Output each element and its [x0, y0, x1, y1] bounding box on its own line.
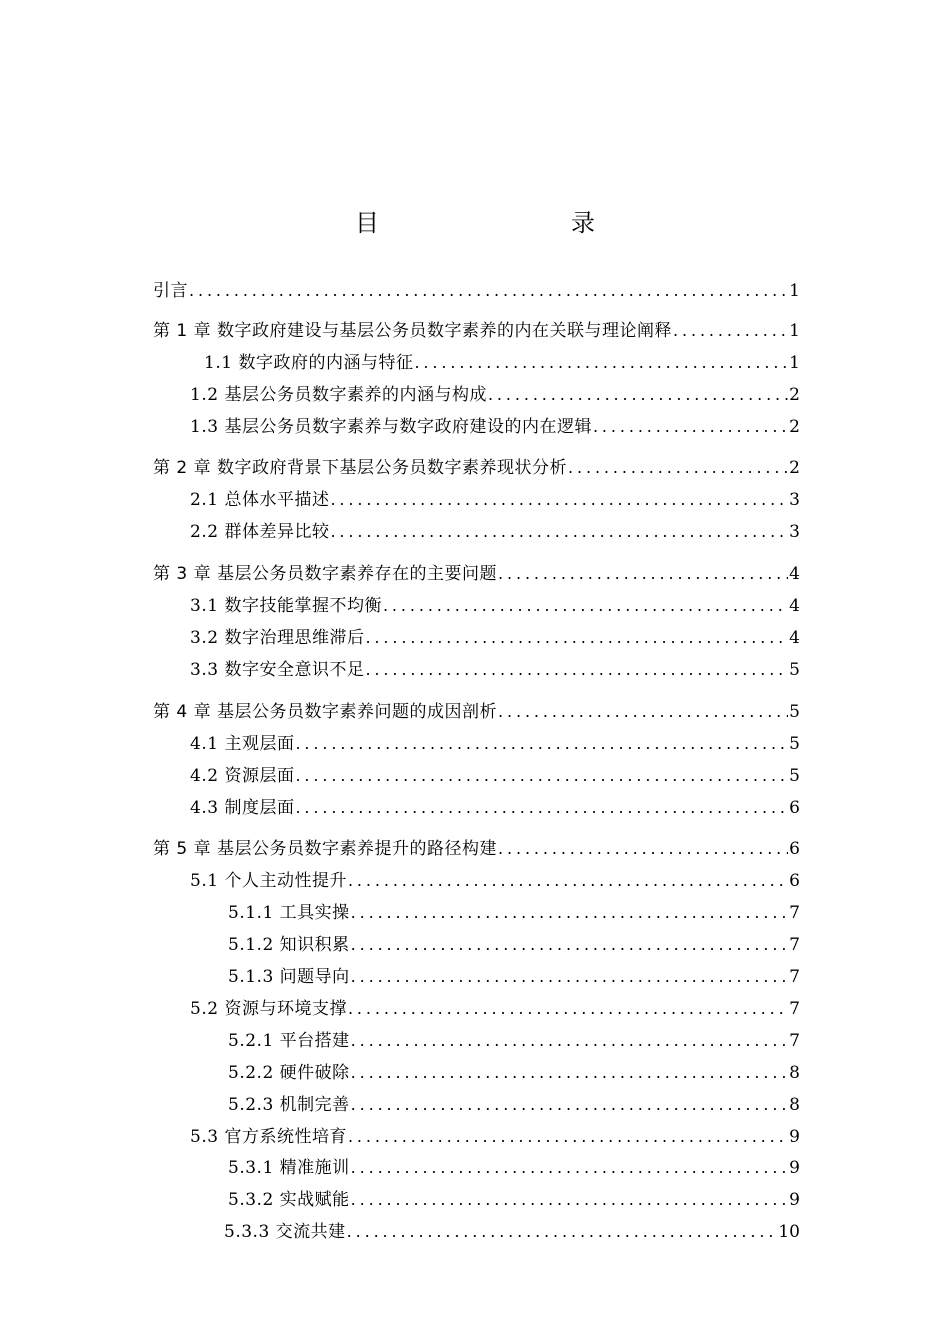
toc-entry-label: 3.1 数字技能掌握不均衡 — [190, 596, 382, 616]
toc-page-number: 5 — [789, 766, 800, 786]
toc-entry-label: 3.2 数字治理思维滞后 — [190, 628, 365, 648]
toc-entry-label: 5.2 资源与环境支撑 — [190, 999, 347, 1019]
toc-leader-dots — [347, 1220, 778, 1244]
toc-entry-section-1-3[interactable] — [0, 415, 950, 439]
toc-entry-chapter-2[interactable] — [0, 456, 950, 480]
toc-leader-dots — [351, 933, 789, 957]
toc-leader-dots — [189, 279, 788, 303]
toc-entry-section-5-3-1[interactable] — [0, 1156, 950, 1180]
toc-leader-dots — [498, 700, 788, 724]
toc-entry-section-5-1-2[interactable] — [0, 933, 950, 957]
toc-leader-dots — [383, 594, 788, 618]
toc-page-number: 9 — [789, 1127, 800, 1147]
toc-page-number: 6 — [789, 839, 800, 859]
toc-entry-label: 5.2.3 机制完善 — [228, 1095, 350, 1115]
toc-leader-dots — [295, 732, 788, 756]
toc-entry-intro[interactable] — [0, 279, 950, 303]
toc-entry-label: 2.2 群体差异比较 — [190, 522, 330, 542]
toc-entry-label: 5.2.2 硬件破除 — [228, 1063, 350, 1083]
toc-page-number: 9 — [789, 1158, 800, 1178]
toc-leader-dots — [351, 965, 789, 989]
toc-entry-section-3-2[interactable] — [0, 626, 950, 650]
toc-entry-section-1-2[interactable] — [0, 383, 950, 407]
toc-title: 目 录 — [355, 209, 643, 237]
toc-entry-label: 4.1 主观层面 — [190, 734, 295, 754]
toc-page-number: 1 — [789, 353, 800, 373]
toc-leader-dots — [351, 1156, 789, 1180]
toc-page-number: 7 — [789, 967, 800, 987]
toc-entry-label: 5.1.3 问题导向 — [228, 967, 350, 987]
toc-leader-dots — [351, 1061, 789, 1085]
toc-leader-dots — [673, 319, 788, 343]
toc-page-number: 2 — [789, 417, 800, 437]
toc-page-number: 5 — [789, 702, 800, 722]
toc-page-number: 7 — [789, 903, 800, 923]
toc-entry-section-5-3[interactable] — [0, 1125, 950, 1149]
toc-leader-dots — [351, 1093, 789, 1117]
toc-entry-chapter-1[interactable] — [0, 319, 950, 343]
toc-entry-label: 5.3.1 精准施训 — [228, 1158, 350, 1178]
toc-entry-chapter-5[interactable] — [0, 837, 950, 861]
toc-entry-chapter-4[interactable] — [0, 700, 950, 724]
toc-leader-dots — [348, 997, 788, 1021]
toc-entry-section-2-1[interactable] — [0, 488, 950, 512]
toc-page-number: 8 — [789, 1063, 800, 1083]
toc-leader-dots — [348, 1125, 788, 1149]
toc-page-number: 10 — [778, 1222, 800, 1242]
toc-entry-section-5-2-1[interactable] — [0, 1029, 950, 1053]
toc-page-number: 5 — [789, 734, 800, 754]
toc-entry-section-5-1[interactable] — [0, 869, 950, 893]
toc-entry-label: 第 2 章 数字政府背景下基层公务员数字素养现状分析 — [153, 458, 568, 478]
toc-leader-dots — [488, 383, 788, 407]
toc-page-number: 3 — [789, 522, 800, 542]
toc-entry-label: 第 3 章 基层公务员数字素养存在的主要问题 — [153, 564, 498, 584]
toc-entry-section-5-2-3[interactable] — [0, 1093, 950, 1117]
toc-entry-section-4-3[interactable] — [0, 796, 950, 820]
toc-leader-dots — [351, 1188, 789, 1212]
toc-leader-dots — [414, 351, 788, 375]
toc-entry-section-4-2[interactable] — [0, 764, 950, 788]
toc-entry-label: 第 5 章 基层公务员数字素养提升的路径构建 — [153, 839, 498, 859]
toc-entry-label: 第 1 章 数字政府建设与基层公务员数字素养的内在关联与理论阐释 — [153, 321, 673, 341]
toc-page-number: 4 — [789, 596, 800, 616]
toc-leader-dots — [498, 837, 788, 861]
toc-entry-section-5-2-2[interactable] — [0, 1061, 950, 1085]
toc-leader-dots — [568, 456, 788, 480]
toc-entry-label: 5.3.3 交流共建 — [224, 1222, 346, 1242]
toc-leader-dots — [351, 1029, 789, 1053]
toc-entry-label: 第 4 章 基层公务员数字素养问题的成因剖析 — [153, 702, 498, 722]
toc-entry-label: 1.1 数字政府的内涵与特征 — [204, 353, 414, 373]
toc-leader-dots — [498, 562, 788, 586]
toc-entry-label: 1.2 基层公务员数字素养的内涵与构成 — [190, 385, 487, 405]
toc-leader-dots — [365, 658, 788, 682]
toc-leader-dots — [330, 488, 788, 512]
toc-entry-section-3-3[interactable] — [0, 658, 950, 682]
toc-leader-dots — [593, 415, 788, 439]
toc-entry-label: 5.3 官方系统性培育 — [190, 1127, 347, 1147]
toc-page-number: 9 — [789, 1190, 800, 1210]
toc-entry-label: 4.2 资源层面 — [190, 766, 295, 786]
toc-page-number: 7 — [789, 999, 800, 1019]
toc-page-number: 7 — [789, 935, 800, 955]
toc-page-number: 7 — [789, 1031, 800, 1051]
toc-page-number: 6 — [789, 871, 800, 891]
toc-entry-section-4-1[interactable] — [0, 732, 950, 756]
toc-page-number: 2 — [789, 458, 800, 478]
toc-entry-label: 5.1.2 知识积累 — [228, 935, 350, 955]
toc-page-number: 4 — [789, 628, 800, 648]
toc-leader-dots — [365, 626, 788, 650]
toc-entry-label: 5.1 个人主动性提升 — [190, 871, 347, 891]
toc-entry-label: 引言 — [153, 281, 188, 301]
toc-entry-section-3-1[interactable] — [0, 594, 950, 618]
toc-leader-dots — [295, 796, 788, 820]
toc-leader-dots — [348, 869, 788, 893]
toc-entry-label: 5.2.1 平台搭建 — [228, 1031, 350, 1051]
toc-page-number: 6 — [789, 798, 800, 818]
toc-page-number: 1 — [789, 321, 800, 341]
toc-entry-label: 1.3 基层公务员数字素养与数字政府建设的内在逻辑 — [190, 417, 592, 437]
toc-entry-label: 4.3 制度层面 — [190, 798, 295, 818]
toc-entry-section-5-3-2[interactable] — [0, 1188, 950, 1212]
toc-entry-section-5-2[interactable] — [0, 997, 950, 1021]
toc-entry-section-5-1-3[interactable] — [0, 965, 950, 989]
toc-entry-section-2-2[interactable] — [0, 520, 950, 544]
toc-entry-section-5-1-1[interactable] — [0, 901, 950, 925]
toc-entry-section-5-3-3[interactable] — [0, 1220, 950, 1244]
toc-page-number: 3 — [789, 490, 800, 510]
toc-entry-label: 2.1 总体水平描述 — [190, 490, 330, 510]
toc-entry-label: 5.3.2 实战赋能 — [228, 1190, 350, 1210]
toc-entry-section-1-1[interactable] — [0, 351, 950, 375]
toc-page-number: 8 — [789, 1095, 800, 1115]
toc-entry-chapter-3[interactable] — [0, 562, 950, 586]
toc-page-number: 5 — [789, 660, 800, 680]
toc-page-number: 2 — [789, 385, 800, 405]
toc-leader-dots — [295, 764, 788, 788]
toc-leader-dots — [330, 520, 788, 544]
toc-entry-label: 3.3 数字安全意识不足 — [190, 660, 365, 680]
toc-page-number: 1 — [789, 281, 800, 301]
toc-leader-dots — [351, 901, 789, 925]
toc-entry-label: 5.1.1 工具实操 — [228, 903, 350, 923]
toc-page-number: 4 — [789, 564, 800, 584]
